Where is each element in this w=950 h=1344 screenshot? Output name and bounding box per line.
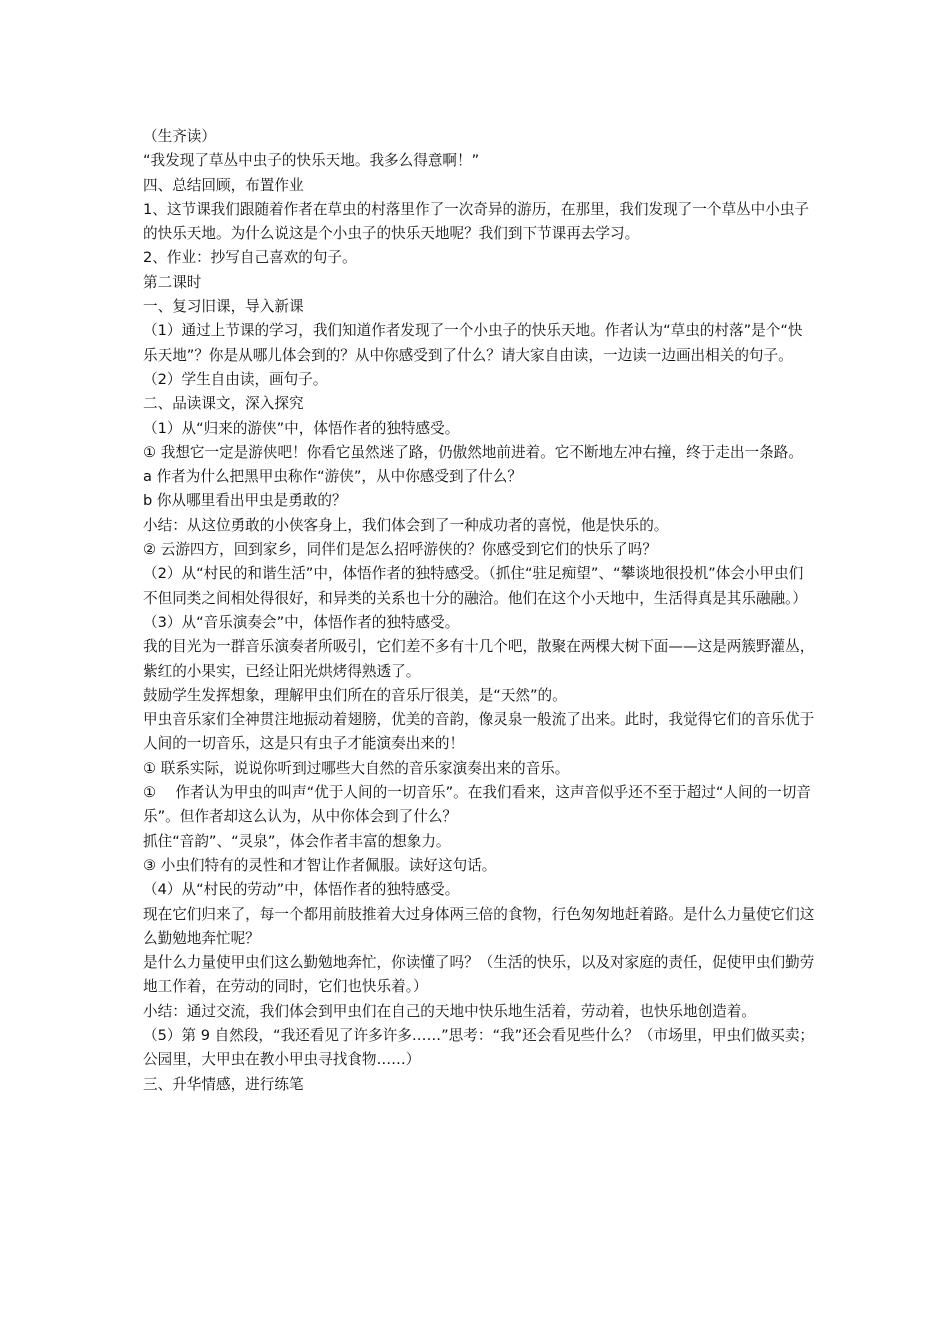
paragraph: 1、这节课我们跟随着作者在草虫的村落里作了一次奇异的游历，在那里，我们发现了一个草丛中小虫子的快乐天地。为什么说这是个小虫子的快乐天地呢？我们到下节课再去学习。 xyxy=(143,200,810,243)
paragraph: （1）从“归来的游侠”中，体悟作者的独特感受。 xyxy=(143,419,460,437)
paragraph: 甲虫音乐家们全神贯注地振动着翅膀，优美的音韵，像灵泉一般流了出来。此时，我觉得它们的音乐优于人间的一切音乐，这是只有虫子才能演奏出来的！ xyxy=(143,711,815,753)
paragraph: 鼓励学生发挥想象，理解甲虫们所在的音乐厅很美，是“天然”的。 xyxy=(143,686,567,704)
section-heading: 四、总结回顾，布置作业 xyxy=(143,176,304,194)
paragraph: ① 联系实际，说说你听到过哪些大自然的音乐家演奏出来的音乐。 xyxy=(143,759,570,777)
paragraph: （1）通过上节课的学习，我们知道作者发现了一个小虫子的快乐天地。作者认为“草虫的村落”是个“快乐天地”？你是从哪儿体会到的？从中你感受到了什么？请大家自由读，一边读一边画出相关的句子。 xyxy=(143,322,803,364)
paragraph: （2）从“村民的和谐生活”中，体悟作者的独特感受。（抓住“驻足痴望”、“攀谈地很投机”体会小甲虫们不但同类之间相处得很好，和异类的关系也十分的融洽。他们在这个小天地中，生活得真是其乐融融。） xyxy=(143,565,808,607)
paragraph: 小结：从这位勇敢的小侠客身上，我们体会到了一种成功者的喜悦，他是快乐的。 xyxy=(143,516,669,534)
paragraph: 小结：通过交流，我们体会到甲虫们在自己的天地中快乐地生活着，劳动着，也快乐地创造着。 xyxy=(143,1002,756,1020)
paragraph: 抓住“音韵”、“灵泉”，体会作者丰富的想象力。 xyxy=(143,832,451,850)
document-body xyxy=(143,125,815,1097)
paragraph: a 作者为什么把黑甲虫称作“游侠”，从中你感受到了什么？ xyxy=(143,468,522,486)
paragraph: ② 云游四方，回到家乡，同伴们是怎么招呼游侠的？你感受到它们的快乐了吗？ xyxy=(143,541,657,559)
paragraph: 现在它们归来了，每一个都用前肢推着大过身体两三倍的食物，行色匆匆地赶着路。是什么力量使它们这么勤勉地奔忙呢？ xyxy=(143,905,815,947)
paragraph: 2、作业：抄写自己喜欢的句子。 xyxy=(143,249,357,267)
section-heading: 一、复习旧课，导入新课 xyxy=(143,298,304,316)
paragraph: （5）第 9 自然段，“我还看见了许多许多……”思考：“我”还会看见些什么？（市场里，甲虫们做买卖；公园里，大甲虫在教小甲虫寻找食物……） xyxy=(143,1026,815,1069)
paragraph: “我发现了草丛中虫子的快乐天地。我多么得意啊！” xyxy=(143,152,480,170)
paragraph: 我的目光为一群音乐演奏者所吸引，它们差不多有十几个吧，散聚在两棵大树下面——这是两簇野灌丛，紫红的小果实，已经让阳光烘烤得熟透了。 xyxy=(143,638,815,680)
section-heading: 三、升华情感，进行练笔 xyxy=(143,1075,304,1093)
section-heading: 二、品读课文，深入探究 xyxy=(143,395,304,413)
paragraph: ③ 小虫们特有的灵性和才智让作者佩服。读好这句话。 xyxy=(143,856,497,874)
paragraph: ① 我想它一定是游侠吧！你看它虽然迷了路，仍傲然地前进着。它不断地左冲右撞，终于走出一条路。 xyxy=(143,443,803,461)
paragraph: （3）从“音乐演奏会”中，体悟作者的独特感受。 xyxy=(143,613,460,631)
paragraph: （4）从“村民的劳动”中，体悟作者的独特感受。 xyxy=(143,881,460,899)
paragraph: 是什么力量使甲虫们这么勤勉地奔忙，你读懂了吗？（生活的快乐，以及对家庭的责任，促使甲虫们勤劳地工作着，在劳动的同时，它们也快乐着。） xyxy=(143,954,815,996)
paragraph: （生齐读） xyxy=(143,128,216,145)
paragraph: （2）学生自由读，画句子。 xyxy=(143,370,328,388)
paragraph: ① 作者认为甲虫的叫声“优于人间的一切音乐”。在我们看来，这声音似乎还不至于超过“人间的一切音乐”。但作者却这么认为，从中你体会到了什么？ xyxy=(143,784,811,826)
paragraph: b 你从哪里看出甲虫是勇敢的？ xyxy=(143,492,347,510)
section-heading: 第二课时 xyxy=(143,273,202,291)
